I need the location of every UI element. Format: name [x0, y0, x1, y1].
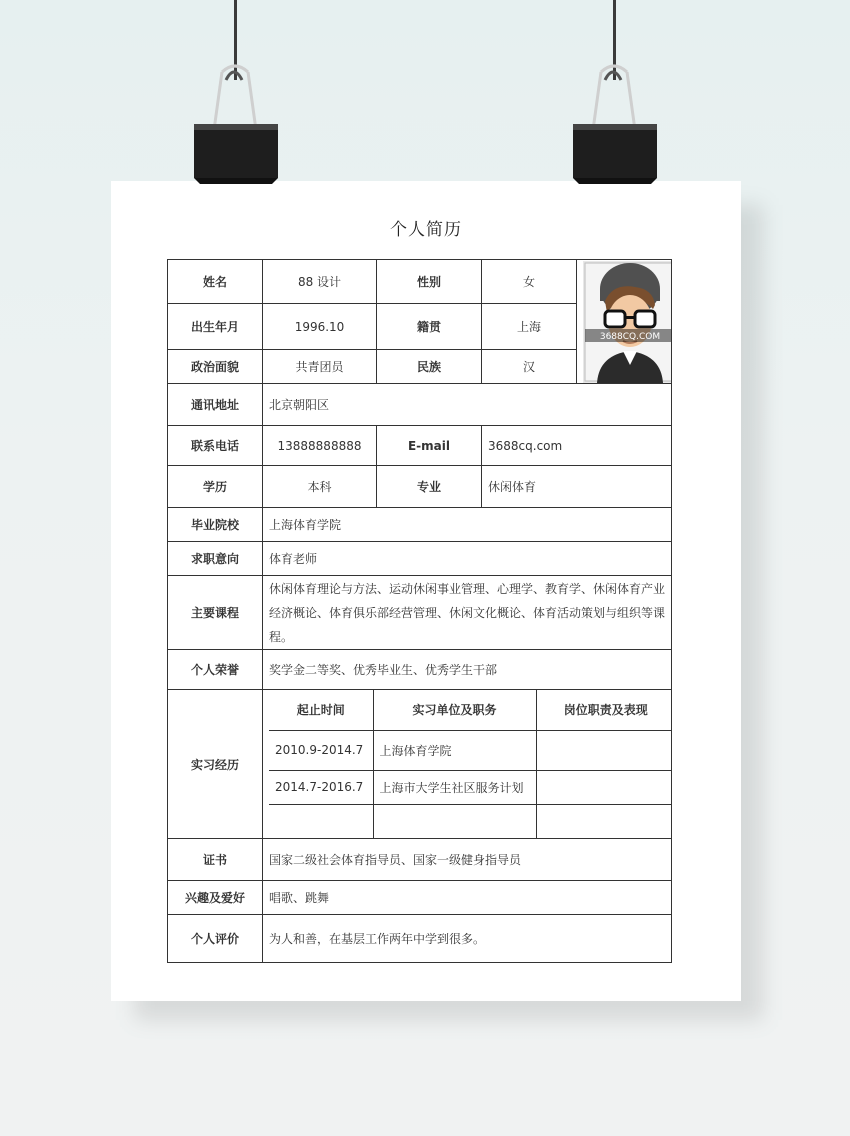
phone-label: 联系电话 [168, 426, 263, 466]
internship-duty [536, 730, 672, 770]
row-name [168, 260, 672, 304]
native-value: 上海 [482, 304, 577, 350]
internship-period [269, 804, 373, 838]
birth-label: 出生年月 [168, 304, 263, 350]
row-address [168, 384, 672, 426]
objective-value: 体育老师 [263, 542, 672, 576]
major-value: 休闲体育 [482, 466, 672, 508]
row-hobbies [168, 881, 672, 915]
honors-label: 个人荣誉 [168, 650, 263, 690]
binder-clip-right [571, 60, 661, 185]
internship-header-unit: 实习单位及职务 [373, 690, 536, 730]
courses-value: 休闲体育理论与方法、运动休闲事业管理、心理学、教育学、休闲体育产业经济概论、体育俱乐部经营管理、休闲文化概论、体育活动策划与组织等课程。 [263, 576, 672, 650]
row-courses [168, 576, 672, 650]
row-education [168, 466, 672, 508]
photo-cell [577, 260, 672, 384]
row-phone [168, 426, 672, 466]
internship-unit: 上海市大学生社区服务计划 [373, 770, 536, 804]
honors-value: 奖学金二等奖、优秀毕业生、优秀学生干部 [263, 650, 672, 690]
internship-unit [373, 804, 536, 838]
row-honors [168, 650, 672, 690]
internship-table [269, 690, 672, 838]
table-row [269, 770, 672, 804]
internship-header-duty: 岗位职责及表现 [536, 690, 672, 730]
evaluation-label: 个人评价 [168, 915, 263, 963]
row-objective [168, 542, 672, 576]
certificates-value: 国家二级社会体育指导员、国家一级健身指导员 [263, 839, 672, 881]
hobbies-value: 唱歌、跳舞 [263, 881, 672, 915]
education-value: 本科 [263, 466, 377, 508]
gender-value: 女 [482, 260, 577, 304]
politics-label: 政治面貌 [168, 350, 263, 384]
table-row [269, 730, 672, 770]
courses-label: 主要课程 [168, 576, 263, 650]
row-internship [168, 690, 672, 839]
avatar [583, 261, 672, 383]
objective-label: 求职意向 [168, 542, 263, 576]
resume-sheet [111, 181, 741, 1001]
row-certificates [168, 839, 672, 881]
internship-header-period: 起止时间 [269, 690, 373, 730]
major-label: 专业 [377, 466, 482, 508]
internship-duty [536, 770, 672, 804]
name-label: 姓名 [168, 260, 263, 304]
ethnic-label: 民族 [377, 350, 482, 384]
internship-cell [263, 690, 672, 839]
row-evaluation [168, 915, 672, 963]
internship-unit: 上海体育学院 [373, 730, 536, 770]
phone-value: 13888888888 [263, 426, 377, 466]
email-value: 3688cq.com [482, 426, 672, 466]
internship-label: 实习经历 [168, 690, 263, 839]
gender-label: 性别 [377, 260, 482, 304]
address-value: 北京朝阳区 [263, 384, 672, 426]
resume-table [167, 259, 672, 963]
politics-value: 共青团员 [263, 350, 377, 384]
school-label: 毕业院校 [168, 508, 263, 542]
evaluation-value: 为人和善，在基层工作两年中学到很多。 [263, 915, 672, 963]
row-school [168, 508, 672, 542]
binder-clip-left [192, 60, 282, 185]
hobbies-label: 兴趣及爱好 [168, 881, 263, 915]
school-value: 上海体育学院 [263, 508, 672, 542]
internship-period: 2014.7-2016.7 [269, 770, 373, 804]
address-label: 通讯地址 [168, 384, 263, 426]
internship-header-row [269, 690, 672, 730]
page-title: 个人简历 [390, 220, 462, 240]
education-label: 学历 [168, 466, 263, 508]
photo-watermark: 3688CQ.COM [599, 331, 661, 342]
certificates-label: 证书 [168, 839, 263, 881]
name-value: 88 设计 [263, 260, 377, 304]
ethnic-value: 汉 [482, 350, 577, 384]
birth-value: 1996.10 [263, 304, 377, 350]
email-label: E-mail [377, 426, 482, 466]
internship-duty [536, 804, 672, 838]
internship-period: 2010.9-2014.7 [269, 730, 373, 770]
native-label: 籍贯 [377, 304, 482, 350]
table-row [269, 804, 672, 838]
